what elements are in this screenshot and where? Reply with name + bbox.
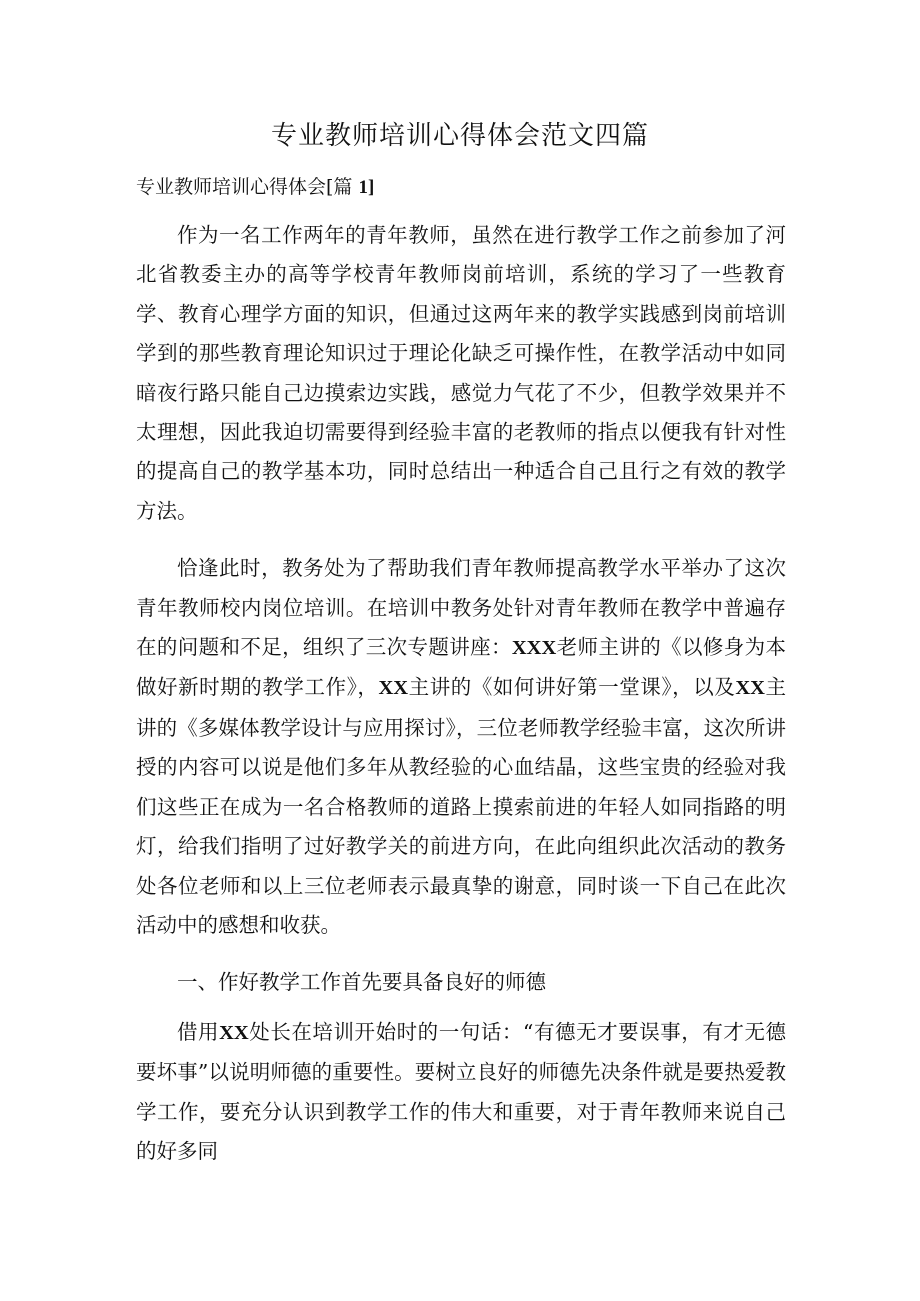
paragraph-1: 作为一名工作两年的青年教师，虽然在进行教学工作之前参加了河北省教委主办的高等学校青年教师岗前培训，系统的学习了一些教育学、教育心理学方面的知识，但通过这两年来的教学实践感到岗前培训学到的那些教育理论知识过于理论化缺乏可操作性，在教学活动中如同暗夜行路只能自己边摸索边实践，感觉力气花了不少，但教学效果并不太理想，因此我迫切需要得到经验丰富的老教师的指点以便我有针对性的提高自己的教学基本功，同时总结出一种适合自己且行之有效的教学方法。 <box>136 223 786 523</box>
document-body <box>136 216 786 1189</box>
paragraph-2-text: 恰逢此时，教务处为了帮助我们青年教师提高教学水平举办了这次青年教师校内岗位培训。在培训中教务处针对青年教师在教学中普遍存在的问题和不足，组织了三次专题讲座： <box>136 556 786 660</box>
paragraph-2 <box>136 549 786 945</box>
paragraph-4-text: 处长在培训开始时的一句话：“有德无才要误事，有才无德要坏事”以说明师德的重要性。要树立良好的师德先决条件就是要热爱教学工作，要充分认识到教学工作的伟大和重要，对于青年教师来说自己的好多同 <box>136 1019 787 1163</box>
paragraph-4 <box>136 1013 786 1172</box>
paragraph-4-text: 借用 <box>177 1019 220 1044</box>
lecturer-name: XX <box>735 677 765 700</box>
paragraph-2-text: 主讲的《如何讲好第一堂课》，以及 <box>408 675 736 700</box>
lecturer-name: XX <box>378 677 409 700</box>
point-heading-1: 一、作好教学工作首先要具备良好的师德 <box>177 970 546 995</box>
paragraph-2-text: 老师主讲的《以修身为本做好新时期的教学工作》， <box>136 635 786 700</box>
section-heading-number: 1] <box>358 177 375 198</box>
paragraph-2-text: 主讲的《多媒体教学设计与应用探讨》，三位老师教学经验丰富，这次所讲授的内容可以说是他们多年从教经验的心血结晶，这些宝贵的经验对我们这些正在成为一名合格教师的道路上摸索前进的年轻人如同指路的明灯，给我们指明了过好教学关的前进方向，在此向组织此次活动的教务处各位老师和以上三位老师表示最真挚的谢意，同时谈一下自己在此次活动中的感想和收获。 <box>136 675 787 937</box>
lecturer-name: XXX <box>511 637 557 660</box>
director-name: XX <box>219 1021 249 1044</box>
document-title: 专业教师培训心得体会范文四篇 <box>270 121 649 151</box>
section-heading <box>136 172 374 203</box>
section-heading-label: 专业教师培训心得体会[篇 <box>136 176 359 198</box>
